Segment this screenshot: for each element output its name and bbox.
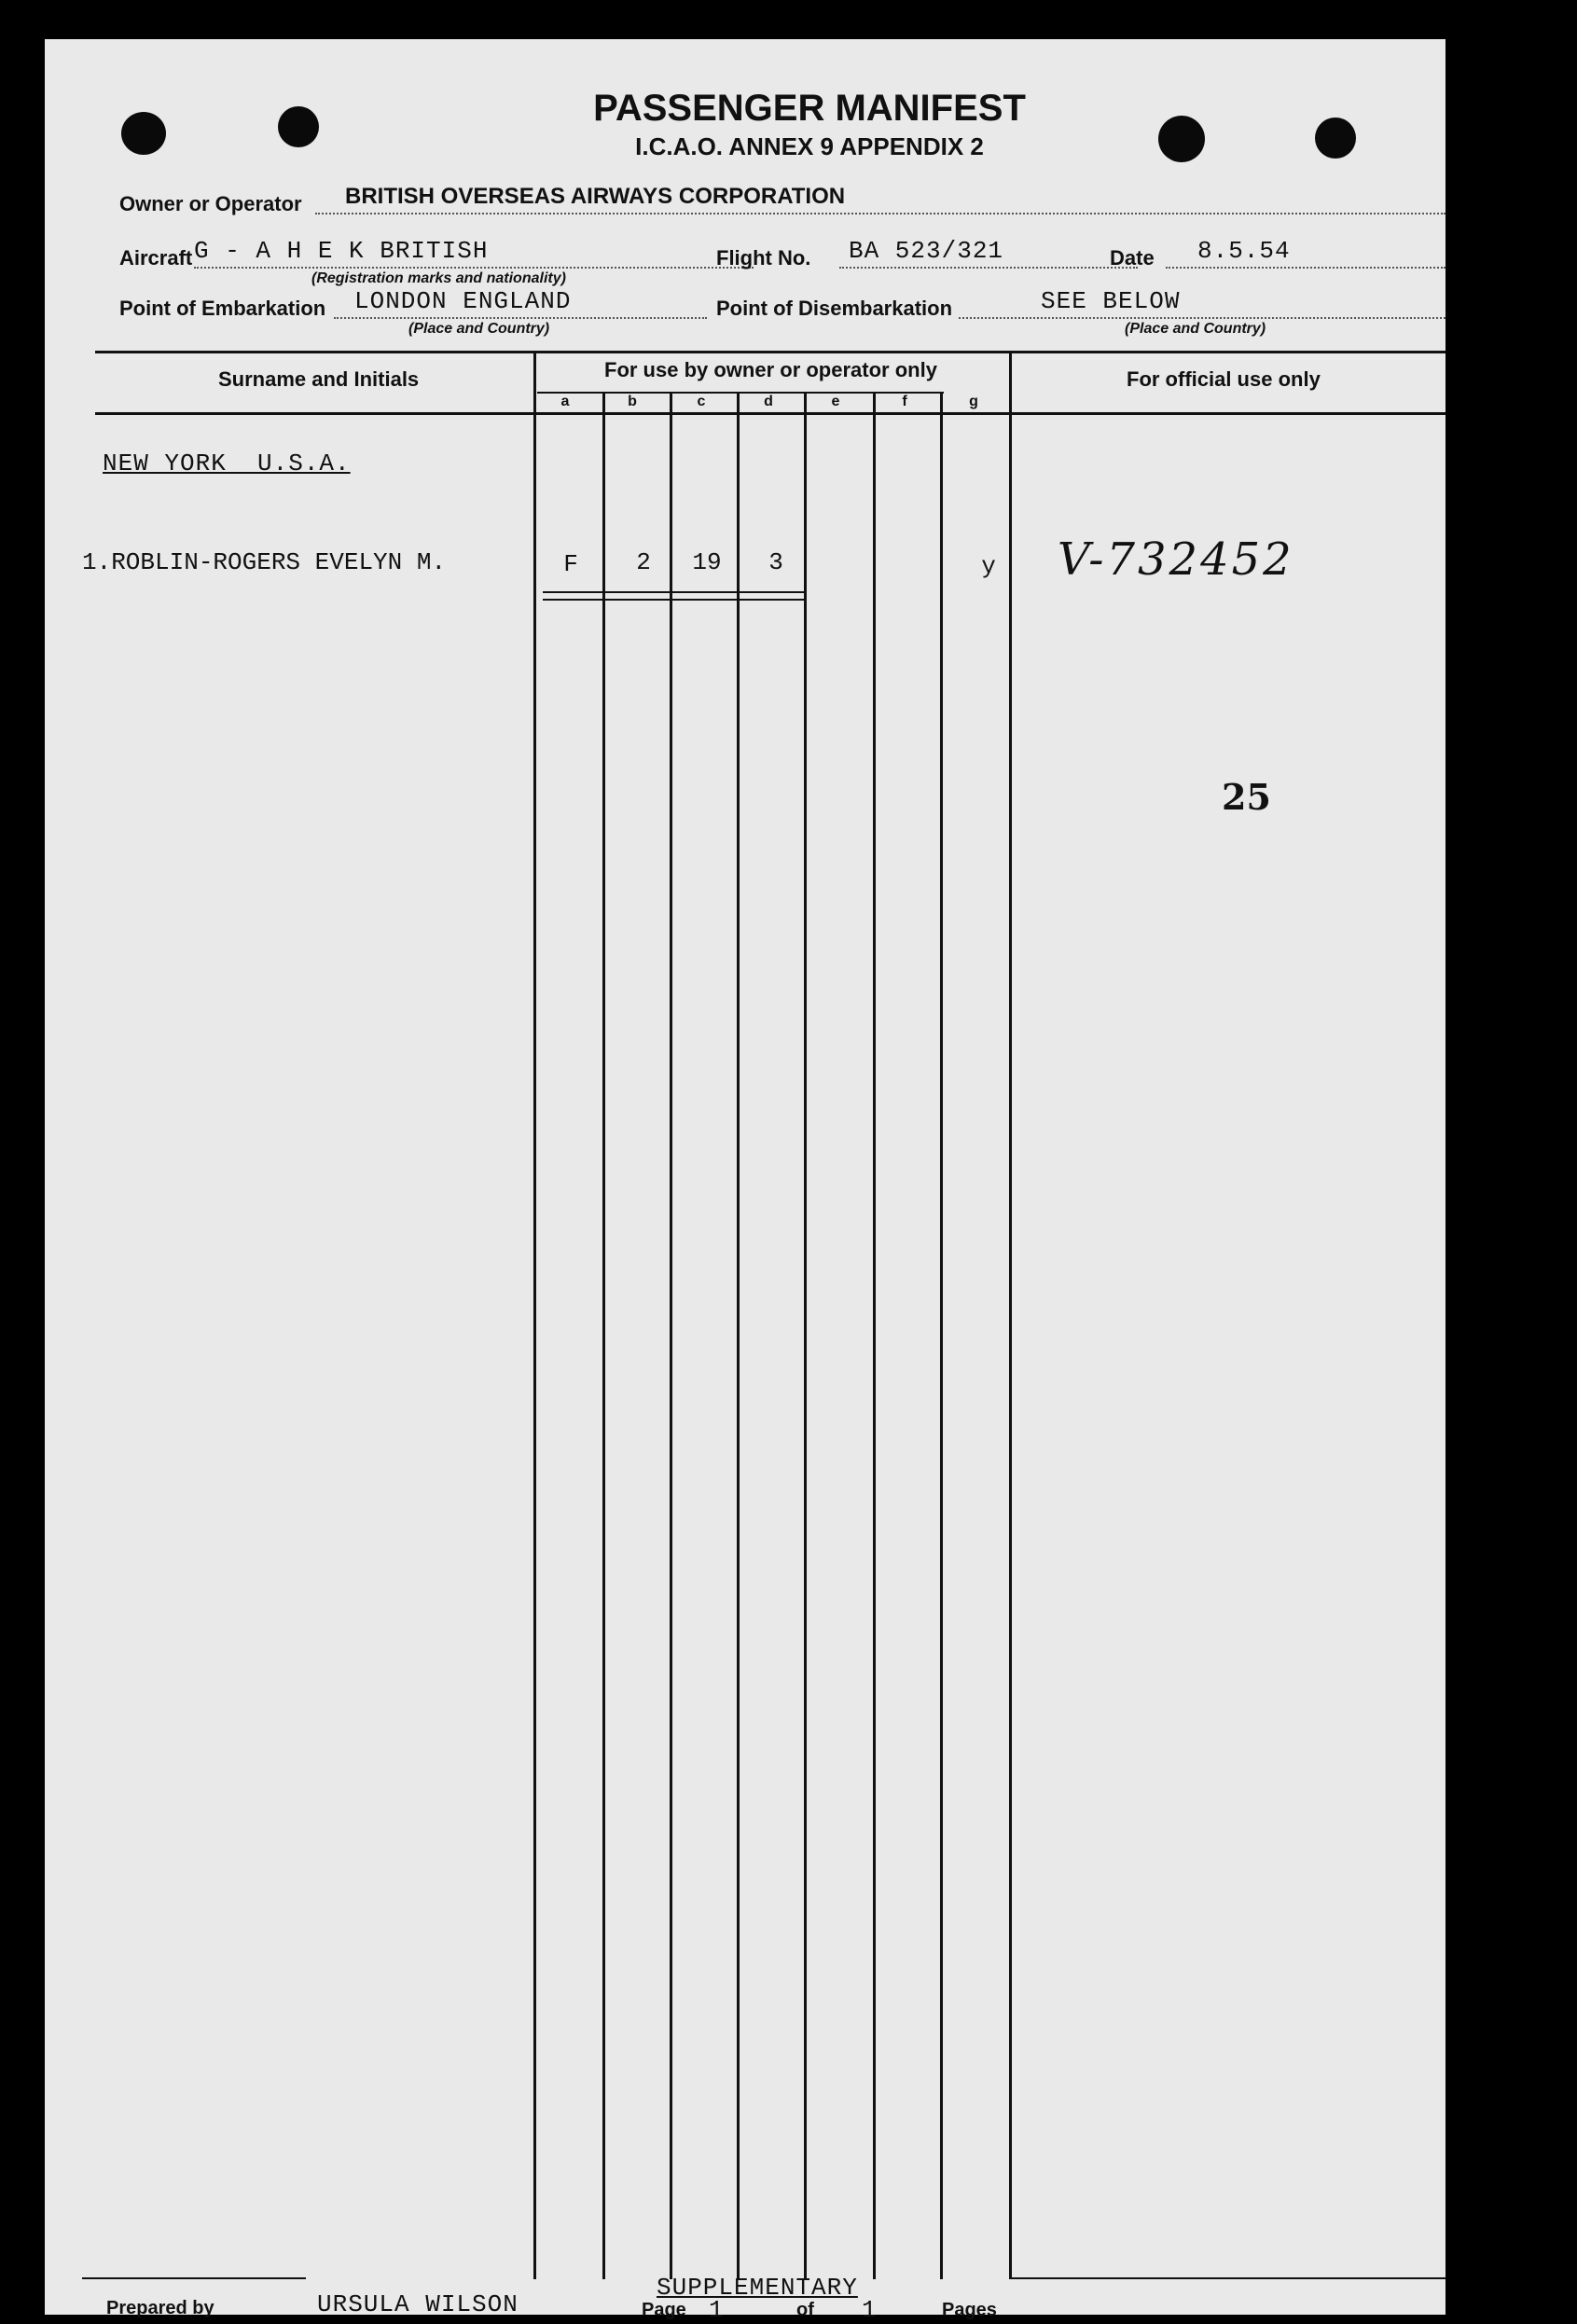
passenger-cell-c: 19 [692, 548, 722, 576]
table-top-rule [95, 351, 1446, 353]
column-rule-official [1009, 351, 1012, 2279]
surname-header: Surname and Initials [218, 367, 420, 391]
flight-label: Flight No. [716, 246, 811, 270]
footer-rule-left [82, 2277, 306, 2279]
passenger-cell-a: F [563, 550, 578, 578]
punch-hole-right-center [1158, 116, 1205, 162]
page-value: 1 [709, 2296, 725, 2324]
column-rule-b [670, 392, 672, 2279]
column-e-header: e [831, 394, 840, 409]
manifest-title: PASSENGER MANIFEST [593, 88, 1026, 129]
official-use-header: For official use only [1127, 367, 1321, 391]
table-header-bottom-rule [95, 412, 1446, 415]
aircraft-note: (Registration marks and nationality) [311, 270, 566, 286]
manifest-page [45, 39, 1446, 2324]
punch-hole-left-center [278, 106, 319, 147]
owner-value: BRITISH OVERSEAS AIRWAYS CORPORATION [345, 184, 846, 209]
prepared-by-label: Prepared by [106, 2298, 214, 2318]
subcolumn-rule [537, 392, 944, 394]
column-f-header: f [902, 394, 907, 409]
column-rule-d [804, 392, 807, 2279]
column-rule-e [873, 392, 876, 2279]
pages-label: Pages [942, 2300, 997, 2320]
passenger-cell-b: 2 [636, 548, 651, 576]
disembarkation-value: SEE BELOW [1041, 287, 1181, 315]
embarkation-value: LONDON ENGLAND [354, 287, 572, 315]
column-d-header: d [764, 394, 773, 409]
flight-dotted-line [839, 267, 1138, 269]
totals-rule-1 [543, 591, 804, 593]
owner-dotted-line [315, 213, 1446, 214]
column-rule-f [940, 392, 943, 2279]
disembarkation-note: (Place and Country) [1125, 321, 1266, 337]
date-value: 8.5.54 [1197, 237, 1291, 265]
totals-rule-2 [543, 599, 804, 601]
punch-hole-right [1315, 118, 1356, 159]
owner-use-header: For use by owner or operator only [604, 358, 937, 381]
aircraft-label: Aircraft [119, 246, 193, 270]
date-dotted-line [1166, 267, 1446, 269]
column-a-header: a [560, 394, 570, 409]
embarkation-note: (Place and Country) [408, 321, 550, 337]
prepared-by-value: URSULA WILSON [317, 2290, 519, 2318]
passenger-name: 1.ROBLIN-ROGERS EVELYN M. [82, 548, 447, 576]
page-label: Page [642, 2300, 686, 2320]
date-label: Date [1110, 246, 1155, 270]
embarkation-dotted-line [334, 317, 707, 319]
destination-section: NEW YORK U.S.A. [103, 450, 351, 477]
supplementary-label: SUPPLEMENTARY [657, 2274, 858, 2302]
column-g-header: g [969, 394, 978, 409]
aircraft-value: G - A H E K BRITISH [194, 237, 489, 265]
column-rule-c [737, 392, 740, 2279]
of-value: 1 [862, 2296, 878, 2324]
punch-hole-left [121, 112, 166, 155]
column-c-header: c [697, 394, 706, 409]
official-handwritten-number: V-732452 [1058, 533, 1294, 586]
embarkation-label: Point of Embarkation [119, 297, 326, 320]
column-rule-a [602, 392, 605, 2279]
passenger-cell-d: 3 [768, 548, 783, 576]
column-rule-name [533, 351, 536, 2279]
aircraft-dotted-line [194, 267, 754, 269]
footer-rule-right [1009, 2277, 1446, 2279]
flight-value: BA 523/321 [849, 237, 1004, 265]
owner-label: Owner or Operator [119, 192, 302, 215]
of-label: of [796, 2300, 814, 2320]
disembarkation-label: Point of Disembarkation [716, 297, 953, 320]
passenger-cell-g: y [981, 552, 996, 580]
disembarkation-dotted-line [959, 317, 1446, 319]
column-b-header: b [628, 394, 637, 409]
manifest-subtitle: I.C.A.O. ANNEX 9 APPENDIX 2 [635, 132, 984, 160]
page-number-stamp: 25 [1222, 776, 1271, 818]
